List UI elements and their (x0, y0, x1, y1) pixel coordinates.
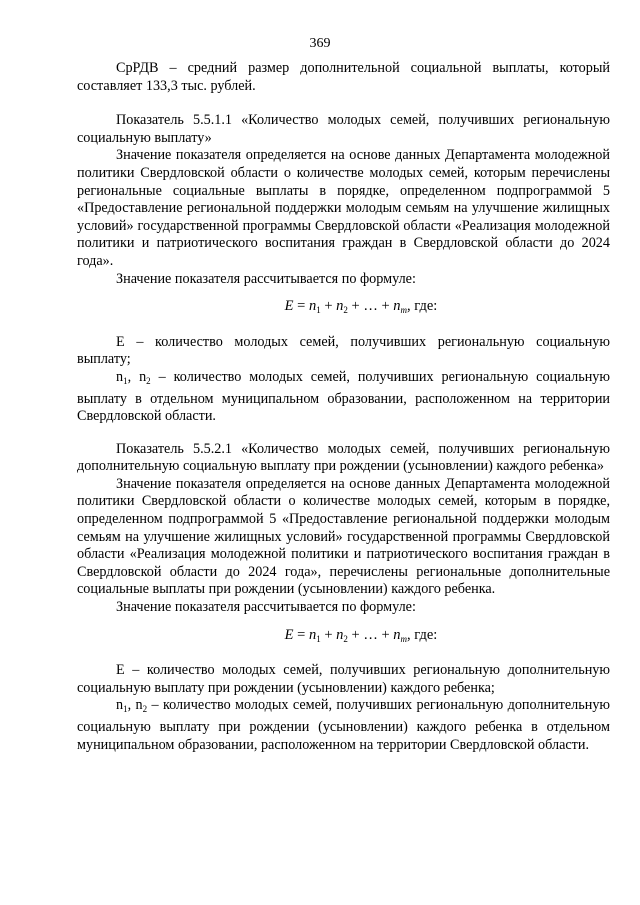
indicator-5-5-1-1-title: Показатель 5.5.1.1 «Количество молодых семей, получивших региональную социальную выплату» (77, 112, 610, 146)
definition-e-1: E – количество молодых семей, получивших региональную социальную выплату; (77, 333, 610, 368)
indicator-5-5-2-1-title: Показатель 5.5.2.1 «Количество молодых семей, получивших региональную дополнительную социальную выплату при рождении (усыновлении) каждого ребенка» (77, 440, 610, 475)
formula-1-tail: , где: (407, 298, 438, 315)
document-body (77, 60, 610, 754)
formula-2-tail: , где: (407, 626, 438, 643)
indicator-5-5-2-1-source: Значение показателя определяется на основе данных Департамента молодежной политики Свердловской области о количестве молодых семей, которым в порядке, определенном подпрограммой 5 «Предоставление региональной поддержки молодым семьям на улучшение жилищных условий» государственной программы Свердловской области «Реализация молодежной политики и патриотического воспитания граждан в Свердловской области до 2024 года», перечислены региональные дополнительные социальные выплаты при рождении (усыновлении) каждого ребенка. (77, 475, 610, 598)
srrdv-definition: СрРДВ – средний размер дополнительной социальной выплаты, который составляет 133,3 тыс. рублей. (77, 60, 610, 94)
indicator-5-5-2-1-formula-intro: Значение показателя рассчитывается по формуле: (116, 599, 416, 616)
definition-n-1: $n_1$, $n_2$ – количество молодых семей, получивших региональную социальную выплату в отдельном муниципальном образовании, расположенном на территории Свердловской области. (77, 368, 610, 425)
indicator-5-5-1-1-source: Значение показателя определяется на основе данных Департамента молодежной политики Свердловской области о количестве молодых семей, которым перечислены региональные социальные выплаты в порядке, определенном подпрограммой 5 «Предоставление региональной поддержки молодым семьям на улучшение жилищных условий» государственной программы Свердловской области «Реализация молодежной политики и патриотического воспитания граждан в Свердловской области до 2024 года». (77, 147, 610, 269)
definition-e-2: E – количество молодых семей, получивших региональную дополнительную социальную выплату при рождении (усыновлении) каждого ребенка; (77, 662, 610, 696)
formula-1: $E = n_1 + n_2$ + … + $n_m$, где: (284, 298, 438, 316)
indicator-5-5-1-1-formula-intro: Значение показателя рассчитывается по формуле: (116, 270, 416, 287)
page-number: 369 (309, 36, 331, 51)
formula-2: $E = n_1 + n_2$ + … + $n_m$, где: (284, 626, 438, 644)
definition-n-2: $n_1$, $n_2$ – количество молодых семей, получивших региональную дополнительную социальную выплату при рождении (усыновлении) каждого ребенка в отдельном муниципальном образовании, расположенном на территории Свердловской области. (77, 697, 611, 753)
